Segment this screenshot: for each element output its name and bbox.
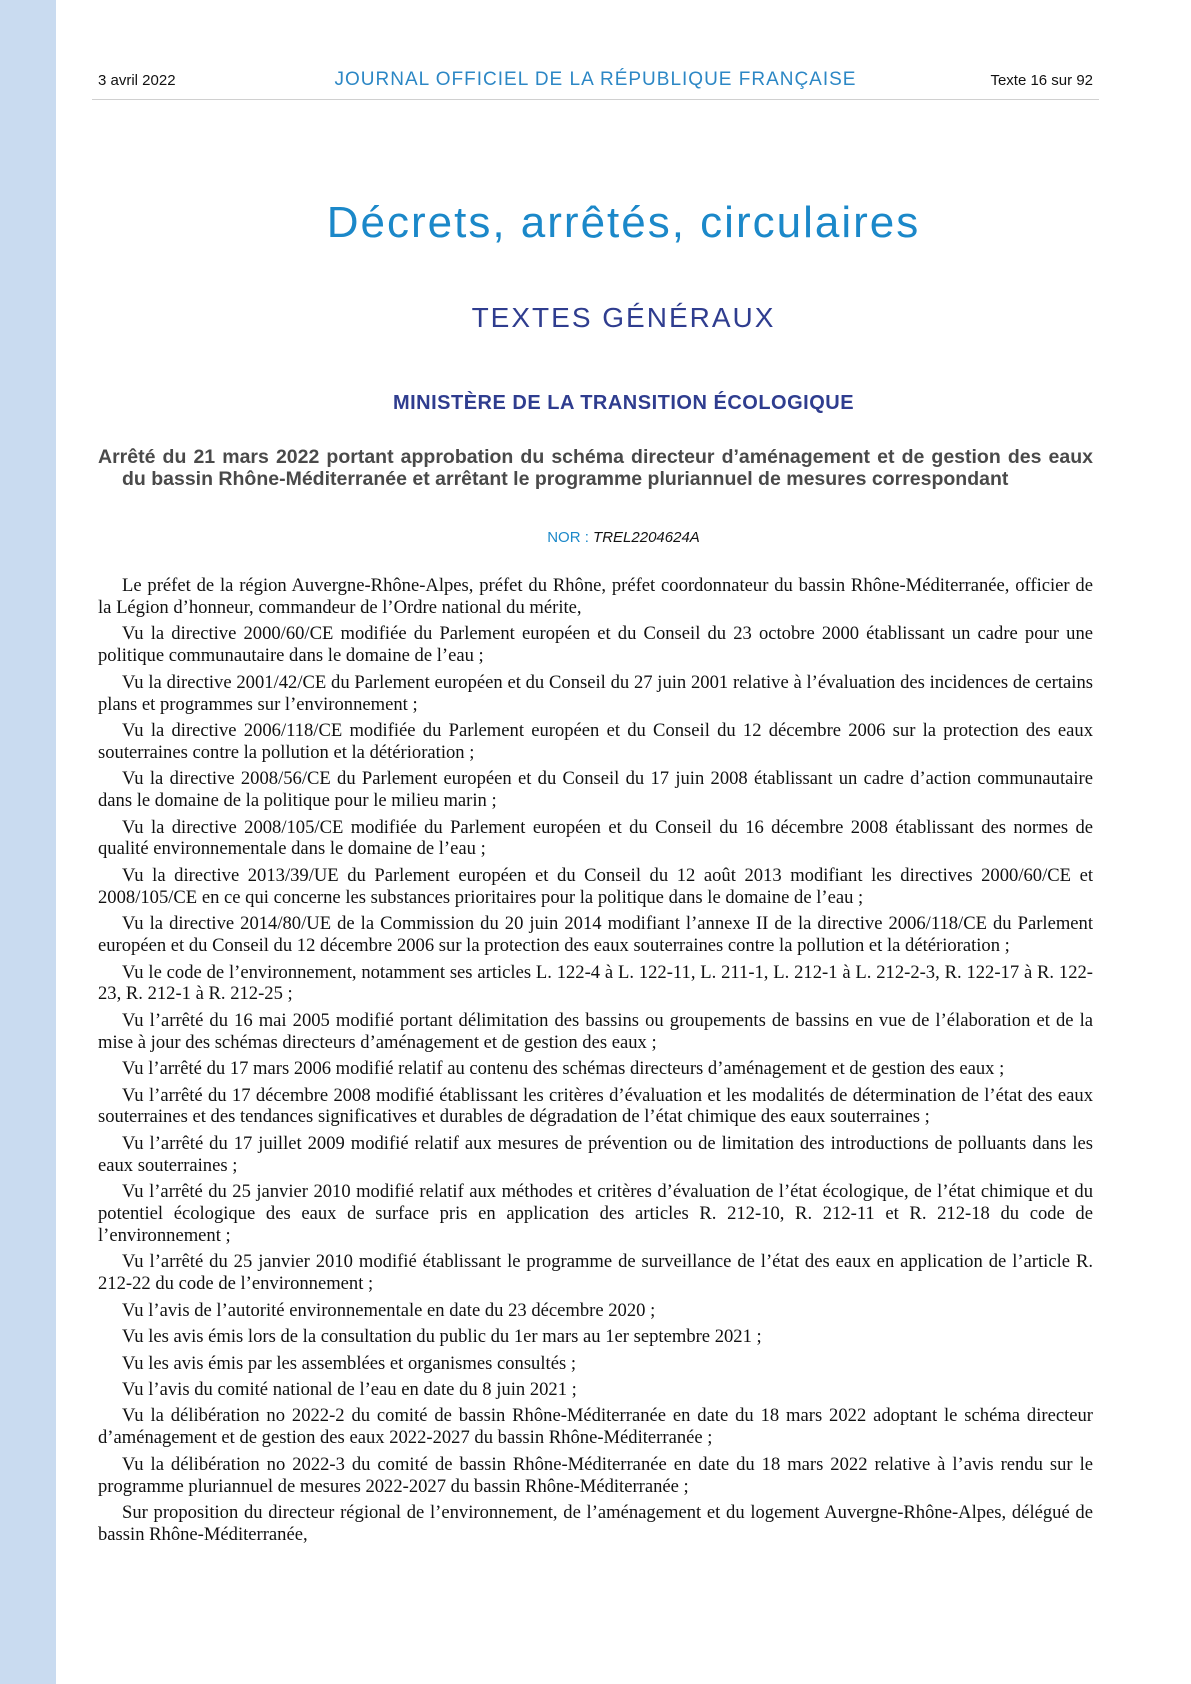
left-margin-band [0, 0, 56, 1684]
paragraph: Vu l’arrêté du 25 janvier 2010 modifié établissant le programme de surveillance de l’état des eaux en application de l’article R. 212-22 du code de l’environnement ; [98, 1251, 1093, 1295]
paragraph: Vu la délibération no 2022-2 du comité de bassin Rhône-Méditerranée en date du 18 mars 2022 adoptant le schéma directeur d’aménagement et de gestion des eaux 2022-2027 du bassin Rhône-Méditerranée ; [98, 1405, 1093, 1449]
paragraph: Vu l’avis du comité national de l’eau en date du 8 juin 2021 ; [122, 1378, 577, 1400]
paragraph: Vu la directive 2008/105/CE modifiée du Parlement européen et du Conseil du 16 décembre 2008 établissant des normes de qualité environnementale dans le domaine de l’eau ; [98, 816, 1093, 860]
paragraph: Vu l’arrêté du 17 mars 2006 modifié relatif au contenu des schémas directeurs d’aménagement et de gestion des eaux ; [122, 1058, 1005, 1080]
paragraph: Vu la directive 2001/42/CE du Parlement européen et du Conseil du 27 juin 2001 relative à l’évaluation des incidences de certains plans et programmes sur l’environnement ; [98, 671, 1093, 715]
paragraph: Vu l’arrêté du 16 mai 2005 modifié portant délimitation des bassins ou groupements de bassins en vue de l’élaboration et de la mise à jour des schémas directeurs d’aménagement et de gestion des eaux ; [98, 1009, 1093, 1053]
decree-body [98, 575, 1093, 1550]
paragraph: Sur proposition du directeur régional de l’environnement, de l’aménagement et du logement Auvergne-Rhône-Alpes, délégué de bassin Rhône-Méditerranée, [98, 1501, 1093, 1545]
publication-date: 3 avril 2022 [98, 72, 176, 89]
ministry-title: MINISTÈRE DE LA TRANSITION ÉCOLOGIQUE [392, 392, 855, 414]
paragraph: Vu les avis émis par les assemblées et organismes consultés ; [122, 1352, 576, 1374]
paragraph: Vu la directive 2006/118/CE modifiée du Parlement européen et du Conseil du 12 décembre 2006 sur la protection des eaux souterraines contre la pollution et la détérioration ; [98, 719, 1093, 763]
nor-label: NOR : [547, 529, 594, 546]
paragraph: Vu la directive 2000/60/CE modifiée du Parlement européen et du Conseil du 23 octobre 2000 établissant un cadre pour une politique communautaire dans le domaine de l’eau ; [98, 623, 1093, 667]
subsection-title: TEXTES GÉNÉRAUX [471, 302, 776, 333]
paragraph: Vu l’arrêté du 17 juillet 2009 modifié relatif aux mesures de prévention ou de limitation des introductions de polluants dans les eaux souterraines ; [98, 1132, 1093, 1176]
decree-title: Arrêté du 21 mars 2022 portant approbation du schéma directeur d’aménagement et de gestion des eaux du bassin Rhône-Méditerranée et arrêtant le programme pluriannuel de mesures correspondant [98, 446, 1093, 490]
paragraph: Le préfet de la région Auvergne-Rhône-Alpes, préfet du Rhône, préfet coordonnateur du bassin Rhône-Méditerranée, officier de la Légion d’honneur, commandeur de l’Ordre national du mérite, [98, 575, 1093, 618]
journal-title: JOURNAL OFFICIEL DE LA RÉPUBLIQUE FRANÇAISE [334, 69, 857, 90]
paragraph: Vu l’avis de l’autorité environnementale en date du 23 décembre 2020 ; [122, 1299, 656, 1321]
nor-reference [56, 529, 1191, 546]
paragraph: Vu les avis émis lors de la consultation du public du 1er mars au 1er septembre 2021 ; [122, 1326, 762, 1348]
section-title: Décrets, arrêtés, circulaires [326, 198, 921, 247]
text-reference: Texte 16 sur 92 [990, 72, 1093, 89]
paragraph: Vu l’arrêté du 17 décembre 2008 modifié établissant les critères d’évaluation et les modalités de détermination de l’état des eaux souterraines et des tendances significatives et durables de dégradation de l’état chimique des eaux souterraines ; [98, 1084, 1093, 1128]
paragraph: Vu la directive 2008/56/CE du Parlement européen et du Conseil du 17 juin 2008 établissant un cadre d’action communautaire dans le domaine de la politique pour le milieu marin ; [98, 768, 1093, 812]
paragraph: Vu le code de l’environnement, notamment ses articles L. 122-4 à L. 122-11, L. 211-1, L. 212-1 à L. 212-2-3, R. 122-17 à R. 122-23, R. 212-1 à R. 212-25 ; [98, 961, 1093, 1005]
paragraph: Vu l’arrêté du 25 janvier 2010 modifié relatif aux méthodes et critères d’évaluation de l’état écologique, de l’état chimique et du potentiel écologique des eaux de surface pris en application des articles R. 212-10, R. 212-11 et R. 212-18 du code de l’environnement ; [98, 1181, 1093, 1246]
paragraph: Vu la délibération no 2022-3 du comité de bassin Rhône-Méditerranée en date du 18 mars 2022 relative à l’avis rendu sur le programme pluriannuel de mesures 2022-2027 du bassin Rhône-Méditerranée ; [98, 1453, 1093, 1497]
nor-code: TREL2204624A [593, 529, 700, 546]
paragraph: Vu la directive 2013/39/UE du Parlement européen et du Conseil du 12 août 2013 modifiant les directives 2000/60/CE et 2008/105/CE en ce qui concerne les substances prioritaires pour la politique dans le domaine de l’eau ; [98, 864, 1093, 908]
paragraph: Vu la directive 2014/80/UE de la Commission du 20 juin 2014 modifiant l’annexe II de la directive 2006/118/CE du Parlement européen et du Conseil du 12 décembre 2006 sur la protection des eaux souterraines contre la pollution et la détérioration ; [98, 913, 1093, 957]
page-header [98, 68, 1093, 96]
header-divider [92, 99, 1099, 100]
